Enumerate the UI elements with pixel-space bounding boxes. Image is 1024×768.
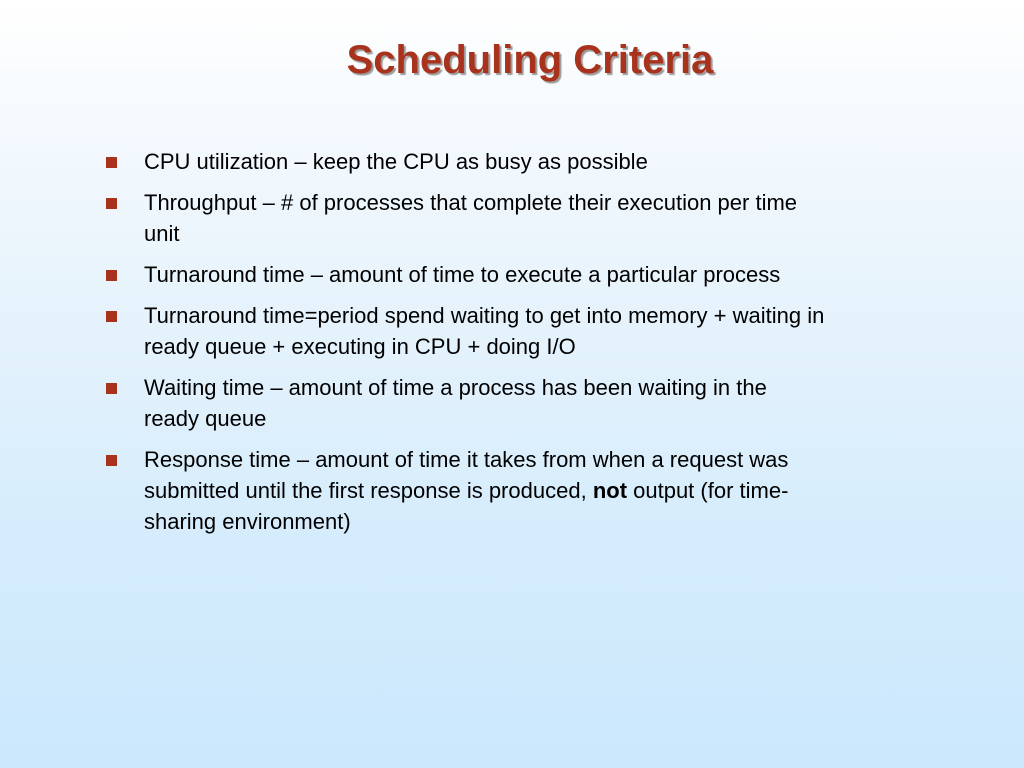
bullet-item-turnaround-formula [106, 300, 826, 362]
bullet-text: Turnaround time=period spend waiting to get into memory + waiting in ready queue + executing in CPU + doing I/O [144, 303, 825, 359]
bullet-item-response-time [106, 444, 826, 537]
bullet-item-turnaround-time [106, 259, 826, 290]
bullet-item-cpu-utilization [106, 146, 826, 177]
bullet-bold-word: not [592, 478, 628, 503]
bullet-list [106, 146, 826, 547]
bullet-text: Response time – amount of time it takes from when a request was submitted until the first response is produced, [144, 447, 789, 503]
square-bullet-icon [106, 455, 117, 466]
square-bullet-icon [106, 383, 117, 394]
bullet-text: Turnaround time – amount of time to execute a particular process [144, 262, 781, 287]
square-bullet-icon [106, 270, 117, 281]
square-bullet-icon [106, 311, 117, 322]
square-bullet-icon [106, 198, 117, 209]
bullet-text: Throughput – # of processes that complete their execution per time unit [144, 190, 798, 246]
bullet-text: Waiting time – amount of time a process has been waiting in the ready queue [144, 375, 767, 431]
bullet-text-tail: output (for time-sharing environment) [144, 478, 789, 534]
slide-title: Scheduling Criteria [346, 38, 714, 82]
bullet-item-waiting-time [106, 372, 826, 434]
bullet-item-throughput [106, 187, 826, 249]
bullet-text: CPU utilization – keep the CPU as busy as possible [144, 149, 648, 174]
square-bullet-icon [106, 157, 117, 168]
